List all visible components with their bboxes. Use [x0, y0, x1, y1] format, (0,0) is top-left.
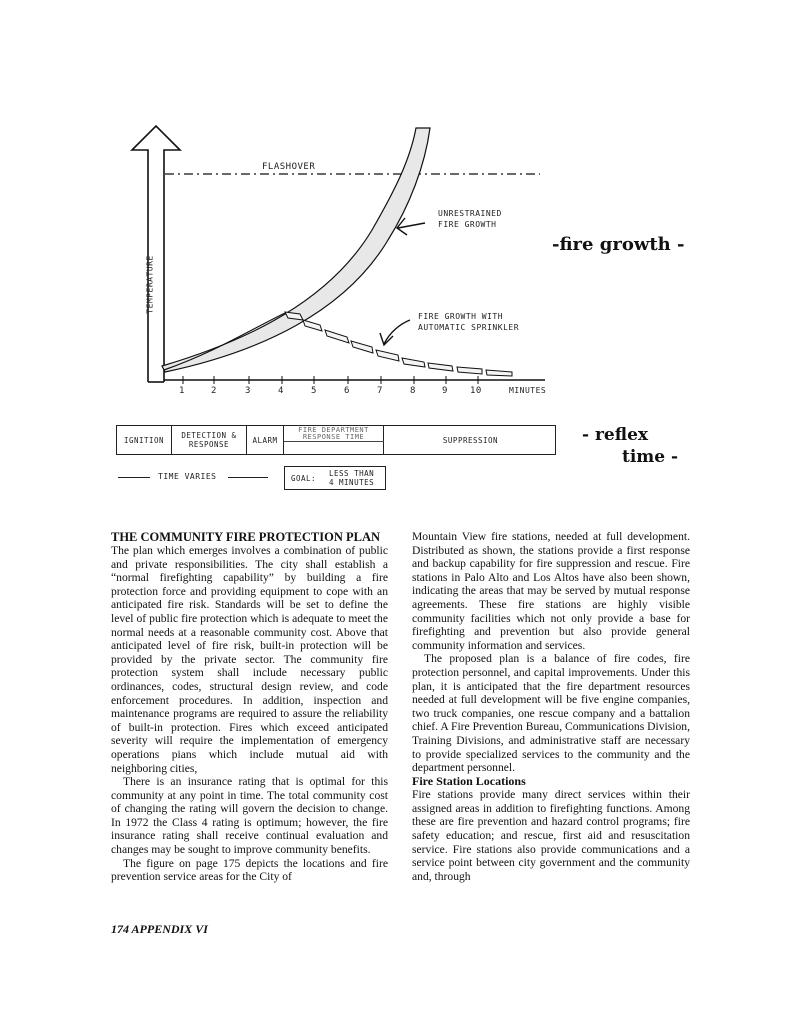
alarm-cell: ALARM — [247, 426, 284, 454]
tick-label: 8 — [410, 386, 416, 396]
tick-label: 1 — [179, 386, 185, 396]
paragraph: There is an insurance rating that is optimal for this community at any point in time. The total community cost of changing the rating will govern the decision to change. In 1972 the Class 4 rating is optimum; however, the fire insurance rating shall receive continual evaluation and changes may be sought to improve community benefits. — [111, 775, 388, 857]
tick-label: 9 — [442, 386, 448, 396]
minutes-label: MINUTES — [509, 386, 547, 395]
tick-label: 6 — [344, 386, 350, 396]
tick-label: 2 — [211, 386, 217, 396]
page-footer: 174 APPENDIX VI — [111, 922, 208, 936]
fire-growth-annotation: -fire growth - — [552, 234, 685, 255]
unrestrained-label: UNRESTRAINED FIRE GROWTH — [438, 209, 502, 229]
fd-subdivider — [284, 441, 384, 442]
time-varies-line-left — [118, 477, 150, 478]
left-column — [111, 530, 388, 884]
suppression-cell: SUPPRESSION — [442, 435, 499, 445]
paragraph: The figure on page 175 depicts the locations and fire prevention service areas for the City of — [111, 856, 388, 884]
sprinkler-arrow — [380, 320, 410, 345]
unrestrained-arrow — [397, 218, 425, 235]
detection-cell: DETECTION & RESPONSE — [172, 426, 247, 454]
goal-box: GOAL: LESS THAN 4 MINUTES — [284, 466, 386, 490]
paragraph: The proposed plan is a balance of fire codes, fire protection personnel, and capital improvements. Under this plan, it is anticipated that the fire department resources needed at full development will be five engine companies, two truck companies, one rescue company and a battalion chief. A Fire Prevention Bureau, Communications Division, Training Divisions, and administrative staff are necessary to provide specialized services to the community and the department personnel. — [412, 652, 690, 775]
paragraph: Mountain View fire stations, needed at full development. Distributed as shown, the stations provide a first response and backup capability for fire suppression and rescue. Fire stations in Palo Alto and Los Altos have also been shown, indicating the areas that may be served by mutual response agreements. These fire stations are highly visible community facilities which not only provide a base for firefighting and prevention but also provide general community information and services. — [412, 530, 690, 652]
tick-label: 7 — [377, 386, 383, 396]
flashover-label: FLASHOVER — [262, 162, 316, 172]
tick-label: 4 — [278, 386, 284, 396]
time-varies-line-right — [228, 477, 268, 478]
paragraph: The plan which emerges involves a combination of public and private responsibilities. The city shall establish a “normal firefighting capability” by building a fire protection force and providing equipment to cope with an anticipated fire risk. Standards will be set to define the level of public fire protection which is adequate to meet the normal needs at a reasonable community cost. Above that anticipated level of fire risk, built-in protection will be provided by the private sector. The community fire protection system shall include necessary public ordinances, codes, structural design review, and code enforcement procedures. In addition, inspection and maintenance programs are required to assure the reliability of built-in protection. Fires which exceed anticipated severity will require the implementation of emergency operations pians which include mutual aid with neighboring cities, — [111, 544, 388, 775]
tick-label: 5 — [311, 386, 317, 396]
reflex-annotation: - reflex — [582, 425, 649, 445]
temperature-label: TEMPERATURE — [145, 255, 155, 314]
ignition-cell: IGNITION — [117, 426, 172, 454]
time-annotation: time - — [622, 447, 679, 467]
right-column — [412, 530, 690, 883]
temperature-axis — [132, 126, 180, 382]
timeline-bar — [116, 425, 556, 455]
section-heading: THE COMMUNITY FIRE PROTECTION PLAN — [111, 530, 380, 544]
paragraph: Fire stations provide many direct services within their assigned areas in addition to firefighting functions. Among these are fire prevention and hazard control programs; fire safety education; and rescue, first aid and resuscitation service. Fire stations also provide communications and a service point between city government and the community and, through — [412, 788, 690, 883]
sprinkler-label: FIRE GROWTH WITH AUTOMATIC SPRINKLER — [418, 312, 520, 332]
fd-response-cell: FIRE DEPARTMENT RESPONSE TIME — [284, 426, 384, 454]
subsection-heading: Fire Station Locations — [412, 773, 526, 788]
tick-label: 3 — [245, 386, 251, 396]
tick-label: 10 — [470, 386, 482, 396]
time-varies-label: TIME VARIES — [158, 472, 217, 481]
